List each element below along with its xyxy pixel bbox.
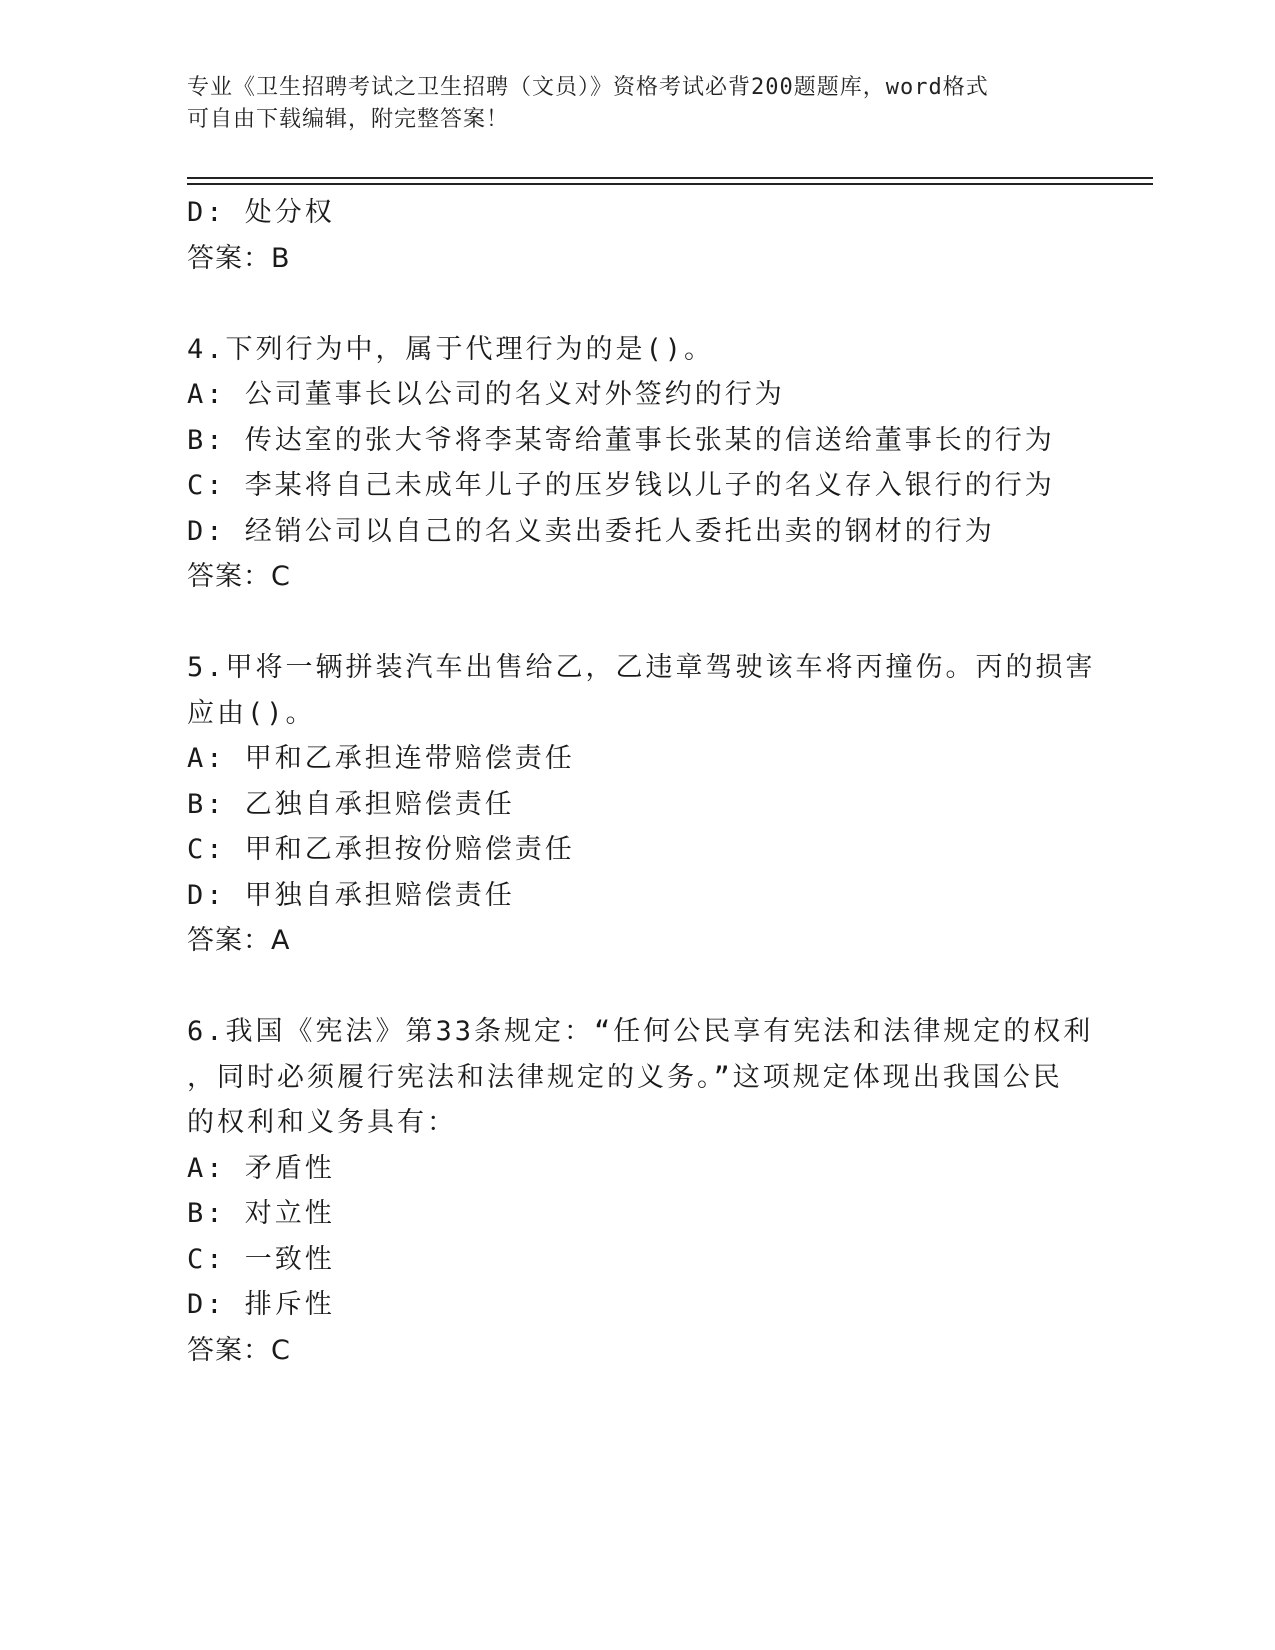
spacer: [187, 600, 1087, 646]
option-a: A: 公司董事长以公司的名义对外签约的行为: [187, 379, 785, 410]
question-5: [187, 645, 1096, 964]
option-a: A: 甲和乙承担连带赔偿责任: [187, 743, 575, 774]
question-6: [187, 1009, 1094, 1373]
header-divider-top: [187, 177, 1153, 179]
question-stem-line1: 5.甲将一辆拼装汽车出售给乙，乙违章驾驶该车将丙撞伤。丙的损害: [187, 652, 1096, 683]
header-title-line2: 可自由下载编辑，附完整答案！: [187, 107, 510, 132]
answer: 答案：A: [187, 925, 291, 956]
header-title-line1: 专业《卫生招聘考试之卫生招聘（文员）》资格考试必背200题题库，word格式: [187, 75, 989, 100]
question-list: [187, 190, 1096, 1373]
option-c: C: 甲和乙承担按份赔偿责任: [187, 834, 575, 865]
option-d: D: 经销公司以自己的名义卖出委托人委托出卖的钢材的行为: [187, 515, 995, 547]
option-d: D: 处分权: [187, 197, 335, 228]
option-b: B: 对立性: [187, 1198, 335, 1229]
question-stem: 4.下列行为中，属于代理行为的是()。: [187, 333, 715, 365]
question-3-tail: [187, 190, 1087, 281]
option-a: A: 矛盾性: [187, 1152, 335, 1184]
option-d: D: 甲独自承担赔偿责任: [187, 879, 515, 911]
spacer: [187, 964, 1087, 1010]
answer: 答案：C: [187, 1334, 291, 1366]
question-stem-line2: 应由()。: [187, 697, 316, 729]
question-4: [187, 327, 1087, 600]
spacer: [187, 281, 1087, 327]
question-stem-line3: 的权利和义务具有：: [187, 1107, 457, 1138]
answer: 答案：C: [187, 561, 291, 592]
option-c: C: 李某将自己未成年儿子的压岁钱以儿子的名义存入银行的行为: [187, 470, 1055, 501]
question-stem-line2: ，同时必须履行宪法和法律规定的义务。”这项规定体现出我国公民: [187, 1061, 1063, 1093]
option-b: B: 乙独自承担赔偿责任: [187, 788, 515, 820]
option-d: D: 排斥性: [187, 1289, 335, 1320]
header-divider-bottom: [187, 183, 1153, 185]
option-b: B: 传达室的张大爷将李某寄给董事长张某的信送给董事长的行为: [187, 424, 1055, 456]
option-c: C: 一致性: [187, 1243, 335, 1275]
document-header: [187, 72, 1067, 136]
question-stem-line1: 6.我国《宪法》第33条规定：“任何公民享有宪法和法律规定的权利: [187, 1016, 1094, 1047]
answer: 答案：B: [187, 242, 291, 274]
